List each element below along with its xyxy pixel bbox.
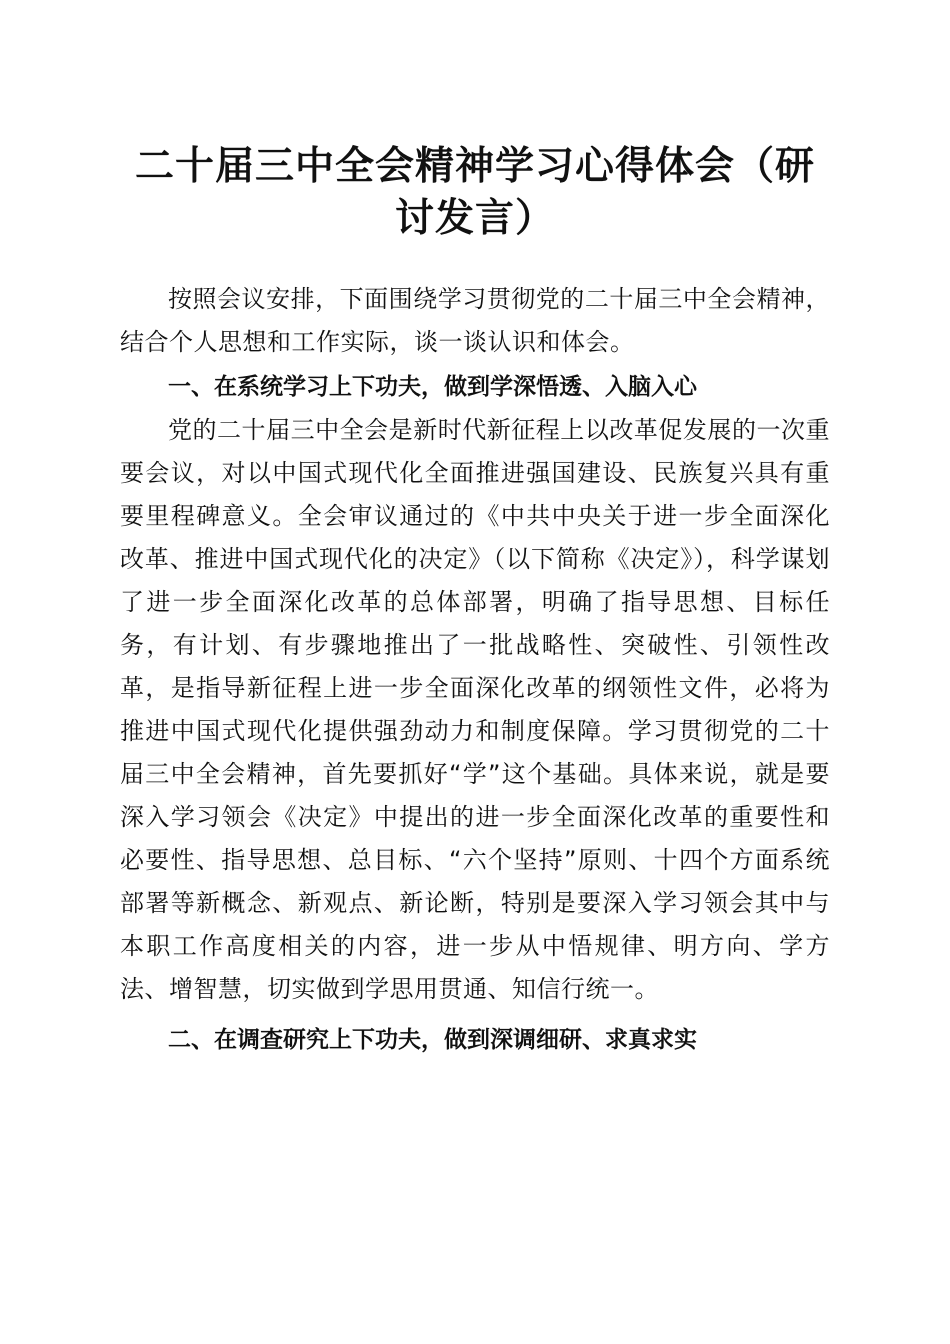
section-1-paragraph: 党的二十届三中全会是新时代新征程上以改革促发展的一次重要会议，对以中国式现代化全面推进强国建设、民族复兴具有重要里程碑意义。全会审议通过的《中共中央关于进一步全面深化改革、推进中国式现代化的决定》（以下简称《决定》），科学谋划了进一步全面深化改革的总体部署，明确了指导思想、目标任务，有计划、有步骤地推出了一批战略性、突破性、引领性改革，是指导新征程上进一步全面深化改革的纲领性文件，必将为推进中国式现代化提供强劲动力和制度保障。学习贯彻党的二十届三中全会精神，首先要抓好“学”这个基础。具体来说，就是要深入学习领会《决定》中提出的进一步全面深化改革的重要性和必要性、指导思想、总目标、“六个坚持”原则、十四个方面系统部署等新概念、新观点、新论断，特别是要深入学习领会其中与本职工作高度相关的内容，进一步从中悟规律、明方向、学方法、增智慧，切实做到学思用贯通、知信行统一。 [120, 416, 830, 1003]
section-2-heading: 二、在调查研究上下功夫，做到深调细研、求真求实 [168, 1027, 697, 1053]
document-title: 二十届三中全会精神学习心得体会（研讨发言） [134, 143, 815, 241]
document-body [120, 278, 830, 1062]
intro-paragraph: 按照会议安排，下面围绕学习贯彻党的二十届三中全会精神，结合个人思想和工作实际，谈一谈认识和体会。 [120, 285, 830, 356]
section-1-heading: 一、在系统学习上下功夫，做到学深悟透、入脑入心 [168, 374, 697, 400]
